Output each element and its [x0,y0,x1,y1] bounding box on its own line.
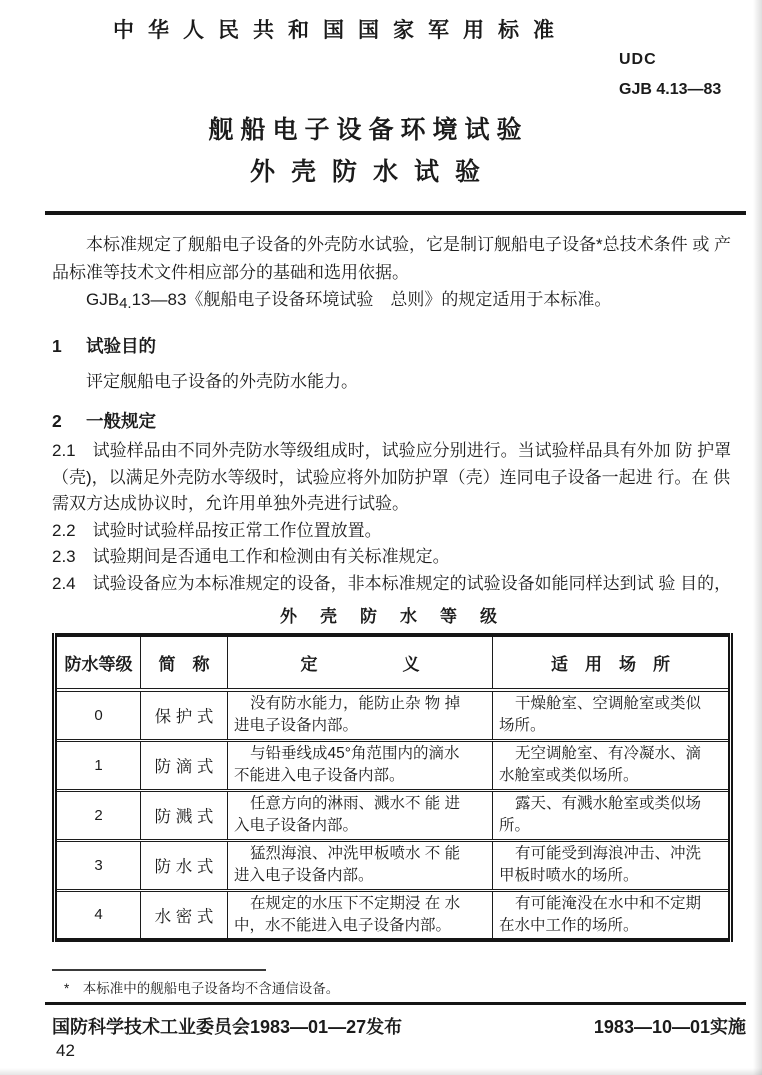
intro-line: 品标准等技术文件相应部分的基础和选用依据。 [52,262,409,282]
section-2-title: 一般规定 [86,411,156,431]
issued-by-text: 国防科学技术工业委员会1983—01—27发布 [52,1017,403,1037]
clause-line: 2.2 试验时试验样品按正常工作位置放置。 [52,520,382,540]
short-name-value: 保 护 式 [141,690,228,740]
standard-code: GJB 4.13—83 [619,81,722,98]
grade-value: 0 [55,690,141,740]
table-header-row [55,635,731,690]
gjb-rest: 13—83《舰船电子设备环境试验 总则》的规定适用于本标准。 [131,290,612,309]
section-2-number: 2 [52,411,62,431]
table-row [55,840,731,890]
footnote-text: * 本标准中的舰船电子设备均不含通信设备。 [64,981,340,996]
definition-cell: 在规定的水压下不定期浸 在 水 中，水不能进入电子设备内部。 [228,890,493,940]
table-row [55,740,731,790]
clause-line: 需双方达成协议时，允许用单独外壳进行试验。 [52,494,409,513]
application-cell: 有可能淹没在水中和不定期 在水中工作的场所。 [493,890,731,940]
short-name-value: 防 水 式 [141,840,228,890]
grade-value: 3 [55,840,141,890]
definition-cell: 与铅垂线成45°角范围内的滴水 不能进入电子设备内部。 [228,740,493,790]
top-divider [45,211,746,215]
col-header-application: 适 用 场 所 [493,635,731,690]
definition-cell: 任意方向的淋雨、溅水不 能 进 入电子设备内部。 [228,790,493,840]
udc-label: UDC [619,51,657,68]
section-1-heading [52,333,156,358]
page-number: 42 [56,1041,75,1060]
scan-edge-bottom [0,1068,762,1075]
bottom-divider [45,1002,746,1005]
col-header-definition: 定 义 [228,635,493,690]
standard-header: 中华人民共和国国家军用标准 [113,19,568,42]
intro-line: 本标准规定了舰船电子设备的外壳防水试验，它是制订舰船电子设备*总技术条件 或 产 [52,235,732,254]
waterproof-grade-table [52,633,733,942]
udc-block [619,50,721,99]
footnote-divider [52,969,266,971]
col-header-short-name: 简 称 [141,635,228,690]
table-row [55,790,731,840]
short-name-value: 防 溅 式 [141,790,228,840]
application-cell: 有可能受到海浪冲击、冲洗 甲板时喷水的场所。 [493,840,731,890]
gjb-subscript: 4. [119,295,132,312]
definition-cell: 猛烈海浪、冲洗甲板喷水 不 能 进入电子设备内部。 [228,840,493,890]
col-header-grade: 防水等级 [55,635,141,690]
clause-line: （壳)，以满足外壳防水等级时，试验应将外加防护罩（壳）连同电子设备一起进 行。在 供 [52,467,731,487]
grade-value: 1 [55,740,141,790]
document-title [0,109,730,193]
scan-edge-right [753,0,762,1075]
section-1-number: 1 [52,336,62,356]
definition-cell: 没有防水能力，能防止杂 物 掉 进电子设备内部。 [228,690,493,740]
application-cell: 干燥舱室、空调舱室或类似 场所。 [493,690,731,740]
table-title: 外 壳 防 水 等 级 [280,607,500,626]
table-row [55,890,731,940]
section-1-body [52,367,750,392]
clause-line: 2.1 试验样品由不同外壳防水等级组成时，试验应分别进行。当试验样品具有外加 防 护罩 [52,441,732,460]
section-2-heading [52,408,156,433]
title-line-1: 舰船电子设备环境试验 [208,116,529,144]
section-1-text: 评定舰船电子设备的外壳防水能力。 [52,372,358,391]
application-cell: 无空调舱室、有冷凝水、滴 水舱室或类似场所。 [493,740,731,790]
short-name-value: 防 滴 式 [141,740,228,790]
intro-paragraph [52,231,750,315]
application-cell: 露天、有溅水舱室或类似场 所。 [493,790,731,840]
grade-value: 4 [55,890,141,940]
table-row [55,690,731,740]
title-line-2: 外壳防水试验 [249,158,496,186]
footer [52,1013,746,1039]
section-1-title: 试验目的 [86,336,156,356]
short-name-value: 水 密 式 [141,890,228,940]
gjb-reference-line [52,286,750,315]
gjb-prefix: GJB [52,290,120,309]
clause-line: 2.3 试验期间是否通电工作和检测由有关标准规定。 [52,547,450,566]
grade-value: 2 [55,790,141,840]
section-2-clauses [52,438,750,597]
clause-line: 2.4 试验设备应为本标准规定的设备，非本标准规定的试验设备如能同样达到试 验 目的， [52,573,732,593]
effective-date-text: 1983—10—01实施 [593,1017,746,1037]
